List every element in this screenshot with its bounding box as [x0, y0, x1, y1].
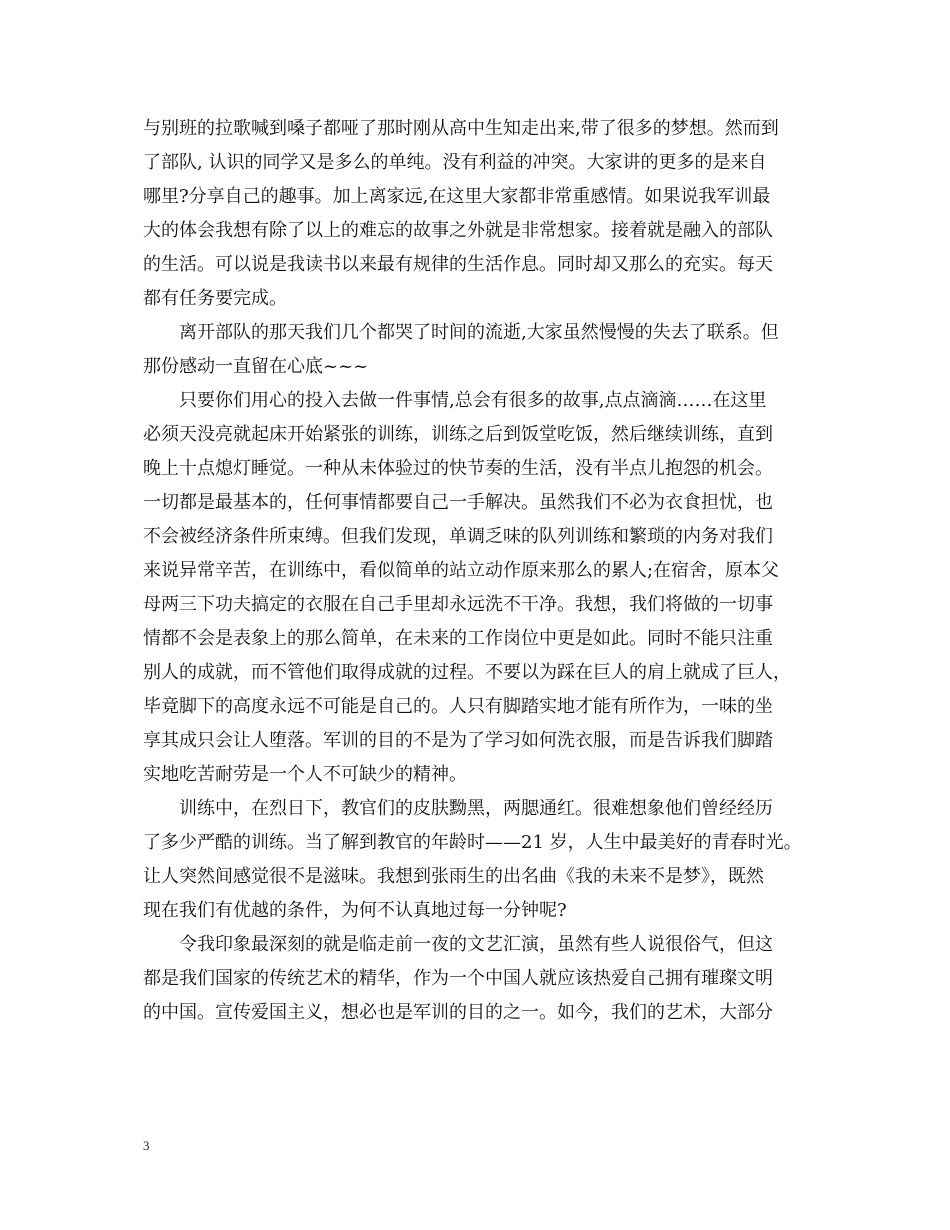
text-line: 都是我们国家的传统艺术的精华，作为一个中国人就应该热爱自己拥有璀璨文明 — [143, 968, 773, 989]
text-line: 了部队, 认识的同学又是多么的单纯。没有利益的冲突。大家讲的更多的是来自 — [143, 152, 767, 173]
text-line: 一切都是最基本的，任何事情都要自己一手解决。虽然我们不必为衣食担忧，也 — [143, 492, 773, 513]
page-number: 3 — [143, 1138, 150, 1153]
text-line: 了多少严酷的训练。当了解到教官的年龄时——21 岁，人生中最美好的青春时光。 — [143, 832, 802, 853]
text-line: 享其成只会让人堕落。军训的目的不是为了学习如何洗衣服，而是告诉我们脚踏 — [143, 730, 773, 751]
text-line: 的生活。可以说是我读书以来最有规律的生活作息。同时却又那么的充实。每天 — [143, 254, 773, 275]
text-line: 那份感动一直留在心底~~~ — [143, 356, 369, 377]
text-line: 毕竟脚下的高度永远不可能是自己的。人只有脚踏实地才能有所作为，一味的坐 — [143, 696, 773, 717]
text-line: 的中国。宣传爱国主义，想必也是军训的目的之一。如今，我们的艺术，大部分 — [143, 1002, 773, 1023]
text-line: 来说异常辛苦，在训练中，看似简单的站立动作原来那么的累人;在宿舍，原本父 — [143, 560, 780, 581]
text-line: 哪里?分享自己的趣事。加上离家远,在这里大家都非常重感情。如果说我军训最 — [143, 186, 771, 207]
body-text — [143, 112, 811, 1030]
text-line: 实地吃苦耐劳是一个人不可缺少的精神。 — [143, 764, 467, 785]
text-line: 大的体会我想有除了以上的难忘的故事之外就是非常想家。接着就是融入的部队 — [143, 220, 773, 241]
paragraph-first-line: 训练中，在烈日下，教官们的皮肤黝黑，两腮通红。很难想象他们曾经经历 — [179, 798, 773, 819]
text-line: 情都不会是表象上的那么简单，在未来的工作岗位中更是如此。同时不能只注重 — [143, 628, 773, 649]
text-line: 必须天没亮就起床开始紧张的训练，训练之后到饭堂吃饭，然后继续训练，直到 — [143, 424, 773, 445]
text-line: 别人的成就，而不管他们取得成就的过程。不要以为踩在巨人的肩上就成了巨人， — [143, 662, 791, 683]
paragraph-first-line: 令我印象最深刻的就是临走前一夜的文艺汇演，虽然有些人说很俗气，但这 — [179, 934, 773, 955]
text-line: 都有任务要完成。 — [143, 288, 287, 309]
text-line: 让人突然间感觉很不是滋味。我想到张雨生的出名曲《我的未来不是梦》，既然 — [143, 866, 764, 887]
text-line: 与别班的拉歌喊到嗓子都哑了那时刚从高中生知走出来,带了很多的梦想。然而到 — [143, 118, 779, 139]
text-line: 不会被经济条件所束缚。但我们发现，单调乏味的队列训练和繁琐的内务对我们 — [143, 526, 773, 547]
text-line: 母两三下功夫搞定的衣服在自己手里却永远洗不干净。我想，我们将做的一切事 — [143, 594, 773, 615]
paragraph-first-line: 离开部队的那天我们几个都哭了时间的流逝,大家虽然慢慢的失去了联系。但 — [179, 322, 779, 343]
paragraph-first-line: 只要你们用心的投入去做一件事情,总会有很多的故事,点点滴滴……在这里 — [179, 390, 767, 411]
text-line: 晚上十点熄灯睡觉。一种从未体验过的快节奏的生活，没有半点儿抱怨的机会。 — [143, 458, 773, 479]
text-line: 现在我们有优越的条件，为何不认真地过每一分钟呢? — [143, 900, 567, 921]
